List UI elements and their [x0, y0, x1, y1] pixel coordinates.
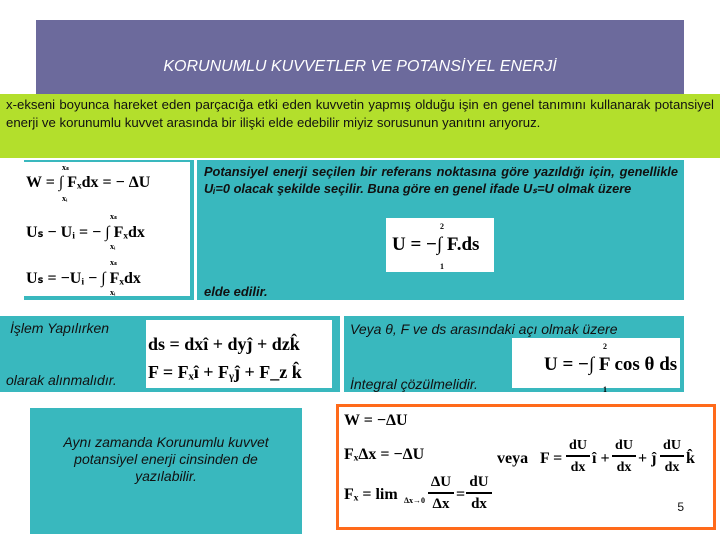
- final-potential-lower-limit: xᵢ: [110, 288, 116, 297]
- gradient-prefix: F =: [540, 450, 563, 467]
- potential-energy-text: Potansiyel enerji seçilen bir referans noktasına göre yazıldığı için, genellikle Uᵢ=0 olacak şekilde seçilir. Buna göre en genel ifade Uₛ=U olmak üzere: [204, 164, 678, 196]
- equals-sign: =: [456, 486, 466, 503]
- potential-formula-upper-limit: 2: [440, 222, 444, 231]
- limit-fraction-numerator: ΔU: [430, 474, 452, 490]
- integral-formula: U = −∫ F cos θ ds: [544, 354, 678, 375]
- potential-difference-lower-limit: xᵢ: [110, 242, 116, 251]
- integral-label: Veya θ, F ve ds arasındaki açı olmak üzere: [350, 321, 618, 337]
- note-text: Aynı zamanda Korunumlu kuvvet potansiyel enerji cinsinden de yazılabilir.: [63, 434, 269, 484]
- work-potential-relation: W = −ΔU: [344, 412, 408, 429]
- work-label: İşlem Yapılırken: [10, 320, 110, 336]
- gradient-y-numerator: dU: [615, 438, 633, 453]
- integral-label-end: İntegral çözülmelidir.: [350, 376, 478, 392]
- gradient-y-unit: + ĵ: [638, 450, 657, 467]
- force-limit-prefix: Fₓ = lim: [344, 486, 398, 503]
- gradient-z-numerator: dU: [663, 438, 681, 453]
- potential-formula-lower-limit: 1: [440, 262, 444, 271]
- work-equation-upper-limit: xₛ: [62, 163, 69, 172]
- potential-difference-equation: Uₛ − Uᵢ = − ∫ Fₓdx: [26, 224, 145, 241]
- ds-vector-formula: ds = dxî + dyĵ + dzk̂: [148, 334, 300, 354]
- gradient-x-numerator: dU: [569, 438, 587, 453]
- limit-fraction-denominator: Δx: [432, 496, 450, 512]
- intro-band: [0, 94, 720, 158]
- force-displacement-relation: FₓΔx = −ΔU: [344, 446, 425, 463]
- work-equation: W = ∫ Fₓdx = − ΔU: [26, 174, 151, 191]
- veya-label: veya: [497, 450, 529, 467]
- intro-text: x-ekseni boyunca hareket eden parçacığa etki eden kuvvetin yapmış olduğu işin en genel tanımını kullanarak potansiyel enerji ve korunumlu kuvvet arasında bir ilişki elde edebilir miyiz sorusunun yanıtını arıyoruz.: [6, 97, 714, 130]
- gradient-z-unit: k̂: [686, 450, 695, 467]
- force-limit-subscript: Δx→0: [404, 496, 426, 505]
- gradient-x-bar: [566, 455, 590, 457]
- potential-formula: U = −∫ F.ds: [392, 234, 480, 255]
- note-panel: [30, 408, 302, 534]
- gradient-y-denominator: dx: [616, 460, 632, 475]
- derivative-numerator: dU: [469, 474, 489, 490]
- gradient-z-denominator: dx: [664, 460, 680, 475]
- final-potential-equation: Uₛ = −Uᵢ − ∫ Fₓdx: [26, 270, 141, 287]
- derivative-bar: [466, 492, 492, 494]
- gradient-x-unit: î +: [592, 450, 610, 467]
- work-equation-lower-limit: xᵢ: [62, 194, 68, 203]
- gradient-y-bar: [612, 455, 636, 457]
- gradient-z-bar: [660, 455, 684, 457]
- f-vector-formula: F = Fₓî + Fᵧĵ + F_z k̂: [148, 362, 302, 382]
- integral-formula-upper-limit: 2: [603, 342, 607, 351]
- derivative-denominator: dx: [471, 496, 487, 512]
- gradient-x-denominator: dx: [570, 460, 586, 475]
- limit-fraction-bar: [428, 492, 454, 494]
- work-label-end: olarak alınmalıdır.: [6, 372, 117, 388]
- potential-energy-after-text: elde edilir.: [204, 284, 268, 299]
- page-number: 5: [677, 500, 684, 514]
- slide-title: KORUNUMLU KUVVETLER VE POTANSİYEL ENERJİ: [163, 58, 557, 75]
- final-potential-upper-limit: xₛ: [110, 258, 117, 267]
- integral-formula-lower-limit: 1: [603, 385, 607, 394]
- potential-difference-upper-limit: xₛ: [110, 212, 117, 221]
